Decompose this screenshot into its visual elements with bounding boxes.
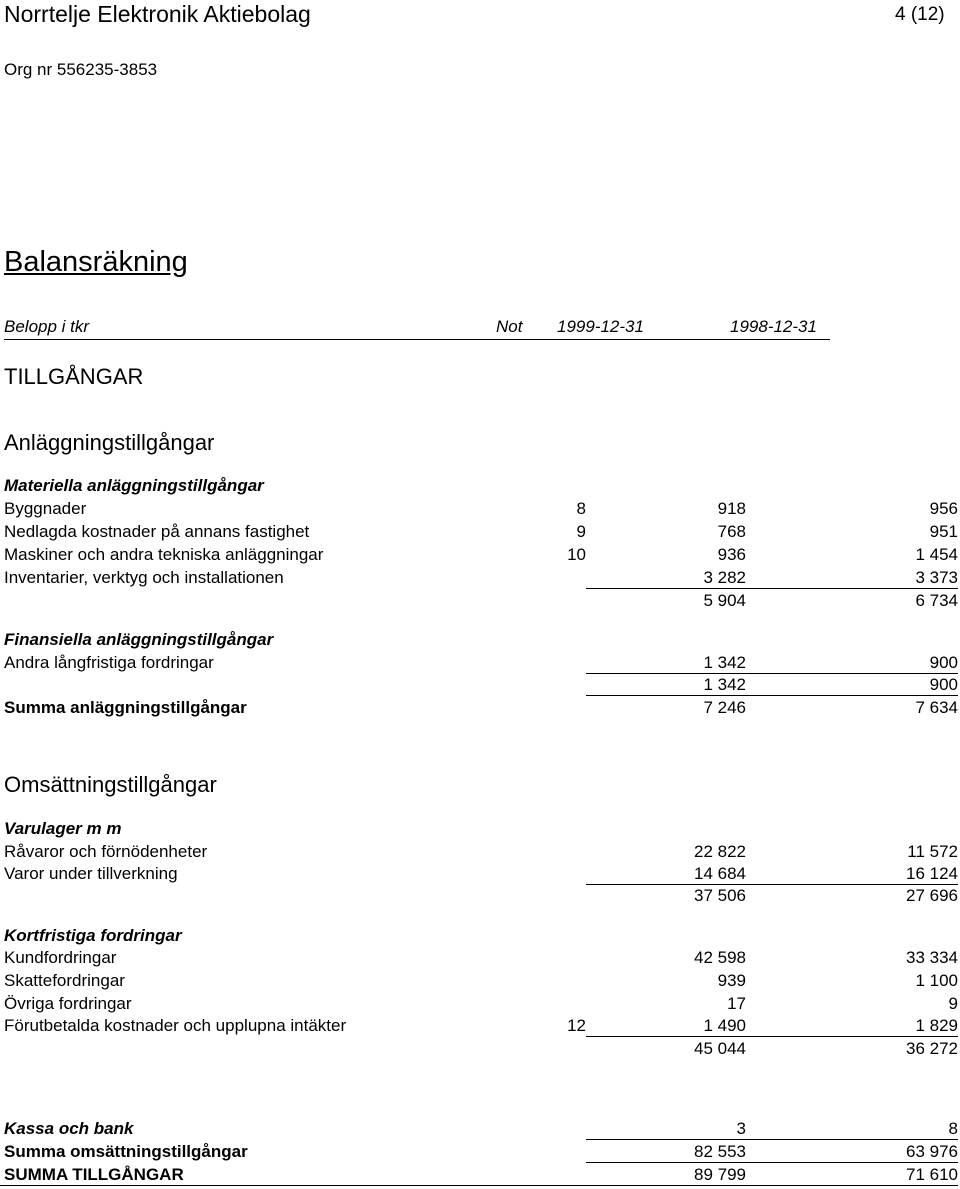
row-value-1999: 918 (717, 499, 746, 518)
kortfristiga-heading: Kortfristiga fordringar (4, 926, 182, 945)
summa-tillgangar-1998: 71 610 (746, 1165, 958, 1186)
row-value-1999: 17 (727, 994, 746, 1013)
kassa-1999: 3 (586, 1119, 746, 1140)
subtotal-1999: 1 342 (586, 675, 746, 696)
row-label: Byggnader (4, 499, 87, 518)
row-note: 10 (567, 545, 586, 564)
table-row (0, 545, 960, 566)
subtotal-1999: 5 904 (703, 591, 746, 610)
row-value-1998: 1 100 (915, 971, 958, 990)
row-value-1999: 14 684 (586, 864, 746, 885)
subtotal-1999: 45 044 (694, 1039, 746, 1058)
row-value-1999: 3 282 (586, 568, 746, 589)
row-value-1998: 16 124 (746, 864, 958, 885)
section-heading: TILLGÅNGAR (4, 364, 144, 389)
summa-tillgangar-row (0, 1165, 960, 1186)
row-value-1999: 936 (717, 545, 746, 564)
row-label: Nedlagda kostnader på annans fastighet (4, 522, 310, 541)
column-header (4, 317, 830, 340)
summa-oms-label: Summa omsättningstillgångar (4, 1142, 248, 1161)
subtotal-1998: 6 734 (915, 591, 958, 610)
table-row (0, 842, 960, 863)
subtotal-row (0, 1039, 960, 1060)
row-value-1998: 9 (948, 994, 958, 1013)
table-row (0, 948, 960, 969)
summa-tillgangar-label: SUMMA TILLGÅNGAR (0, 1165, 586, 1186)
subtotal-1998: 27 696 (906, 886, 958, 905)
row-label: Inventarier, verktyg och installationen (4, 568, 284, 587)
row-label: Maskiner och andra tekniska anläggningar (4, 545, 324, 564)
row-note: 8 (576, 499, 586, 518)
col-label-header: Belopp i tkr (4, 317, 90, 336)
summa-oms-1999: 82 553 (586, 1142, 746, 1163)
row-value-1999: 1 342 (586, 653, 746, 674)
subtotal-1998: 36 272 (906, 1039, 958, 1058)
org-number: Org nr 556235-3853 (4, 60, 158, 79)
table-row (0, 864, 960, 885)
table-row (0, 568, 960, 589)
page-title: Balansräkning (4, 246, 188, 278)
row-value-1999: 22 822 (694, 842, 746, 861)
table-row (0, 1016, 960, 1037)
row-note: 12 (567, 1016, 586, 1035)
row-note: 9 (576, 522, 586, 541)
oms-heading: Omsättningstillgångar (4, 772, 217, 797)
page-number: 4 (12) (895, 4, 945, 25)
summa-oms-row (0, 1142, 960, 1163)
row-value-1998: 1 454 (915, 545, 958, 564)
kassa-row (0, 1119, 960, 1140)
summa-oms-1998: 63 976 (746, 1142, 958, 1163)
subtotal-row (0, 886, 960, 907)
total-1999: 7 246 (703, 698, 746, 717)
row-value-1998: 956 (929, 499, 958, 518)
row-value-1998: 11 572 (907, 842, 958, 861)
subtotal-row (0, 675, 960, 696)
col-1999-header: 1999-12-31 (557, 317, 644, 336)
table-row (0, 971, 960, 992)
row-label: Förutbetalda kostnader och upplupna intäkter (4, 1016, 347, 1035)
table-row (0, 994, 960, 1015)
table-row (0, 499, 960, 520)
subtotal-1999: 37 506 (694, 886, 746, 905)
row-value-1998: 951 (929, 522, 958, 541)
table-row (0, 653, 960, 674)
row-value-1998: 900 (746, 653, 958, 674)
subtotal-row (0, 591, 960, 612)
row-value-1999: 939 (717, 971, 746, 990)
table-row (0, 522, 960, 543)
col-1998-header: 1998-12-31 (730, 317, 817, 336)
row-value-1998: 3 373 (746, 568, 958, 589)
total-label: Summa anläggningstillgångar (4, 698, 247, 717)
total-row (0, 698, 960, 719)
subtotal-1998: 900 (746, 675, 958, 696)
row-label: Skattefordringar (4, 971, 125, 990)
row-value-1999: 1 490 (586, 1016, 746, 1037)
company-name: Norrtelje Elektronik Aktiebolag (4, 1, 311, 27)
kassa-label: Kassa och bank (4, 1119, 134, 1138)
row-label: Övriga fordringar (4, 994, 132, 1013)
finansiella-heading: Finansiella anläggningstillgångar (4, 630, 274, 649)
col-note-header: Not (496, 317, 523, 336)
total-1998: 7 634 (915, 698, 958, 717)
varulager-heading: Varulager m m (4, 819, 122, 838)
row-label: Kundfordringar (4, 948, 117, 967)
anl-heading: Anläggningstillgångar (4, 430, 215, 455)
row-value-1998: 33 334 (906, 948, 958, 967)
row-value-1999: 768 (717, 522, 746, 541)
row-label: Andra långfristiga fordringar (4, 653, 214, 672)
row-value-1998: 1 829 (746, 1016, 958, 1037)
summa-tillgangar-1999: 89 799 (586, 1165, 746, 1186)
kassa-1998: 8 (746, 1119, 958, 1140)
materiella-heading: Materiella anläggningstillgångar (4, 476, 264, 495)
row-value-1999: 42 598 (694, 948, 746, 967)
row-label: Råvaror och förnödenheter (4, 842, 208, 861)
row-label: Varor under tillverkning (4, 864, 178, 883)
